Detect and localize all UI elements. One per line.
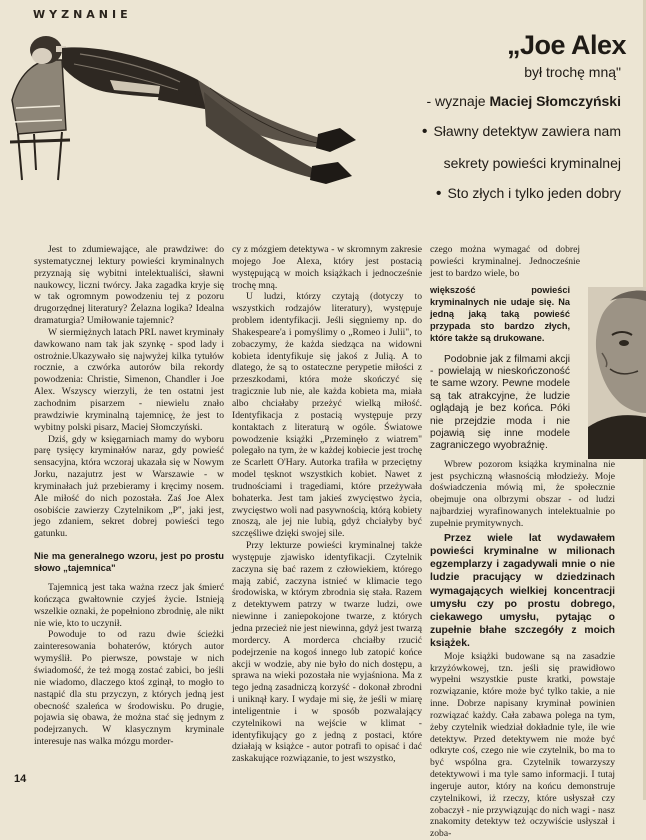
paragraph: Przy lekturze powieści kryminalnej także występuje zjawisko identyfikacji. Czytelnik zaczyna się bać razem z człowiekiem, którego mają zabić, zaczyna istnieć w klimacie tego środowiska, w którym zbrodnia się stała. Razem z detektywem patrzy w twarze ludzi, owe niewinne i zaniepokojone twarze, z których jedna przecież nie jest niewinna, gdyż jest twarzą mordercy. A morderca chciałby rzucić podejrzenie na kogoś innego lub zatopić końce akcji w wodzie, aby nie było do nich dostępu, a sprawa na wieki pozostała nie wyjaśniona. Ma z tego jedną zasadniczą korzyść - dokonał zbrodni i uniknął kary. I wydaje mi się, że jeśli w miarę inteligentnie i w sposób pozwalający czytelnikowi na wejście w klimat - identyfikujący go z jedną z postaci, które działają w książce - autor potrafi to opisać i dać zaskakujące rozwiązanie, to jest wszystko, [232, 540, 422, 765]
subtitle-line-2 [426, 93, 621, 109]
paragraph: Wbrew pozorom książka kryminalna nie jest psychiczną własnością młodzieży. Moje doświadczenia mówią mi, że społecznie obejmuje ona olbrzymi obszar - od ludzi najbardziej wyrafinowanych intelektualnie po zupełnie prymitywnych. [430, 458, 615, 529]
article-title: „Joe Alex [506, 30, 626, 60]
paragraph: Powoduje to od razu dwie ścieżki zainteresowania bohaterów, których autor wymyślił. Po pierwsze, powstaje w nich świadomość, że też mogą zostać zabici, bo jeśli nie wiadomo, dlaczego ktoś zginął, to mogło to nastąpić dla stu przyczyn, z których jedną jest obecność szaleńca w środowisku. Po drugie, pojawia się obawa, że można stać się jednym z podejrzanych. W klasycznym kryminale interesuje nas walka mózgu morder- [34, 629, 224, 748]
section-label: WYZNANIE [33, 8, 132, 21]
paragraph: Moje książki budowane są na zasadzie krzyżówkowej, tzn. jeśli się prawidłowo wypełni wszystkie puste kratki, powstaje rozwiązanie, które może być tylko takie, a nie inne. Dobrze napisany kryminał powinien rozwiązać każdy. Cała zabawa polega na tym, żeby czytelnik wiedział dokładnie tyle, ile wie detektyw. Przed detektywem nie może być odkryte coś, czego nie wie czytelnik, bo ma to być wspólna gra. Czytelnik towarzyszy detektywowi i ma tyle samo informacji. I tutaj ingeruje autor, który na końcu demonstruje czytelnikowi, iż rzeczy, które usłyszał czy zobaczył - nie przywiązując do nich wagi - nasz znakomity detektyw też oczywiście usłyszał i zoba- [430, 650, 615, 840]
subheading: Nie ma generalnego wzoru, jest po prostu słowo „tajemnica" [34, 550, 224, 574]
chair-icon [10, 60, 70, 180]
deck-line-2: sekrety powieści kryminalnej [443, 155, 621, 171]
paragraph: Tajemnicą jest taka ważna rzecz jak śmierć kończąca gwałtownie czyjeś życie. Istnieją wszelkie oznaki, że popełniono zbrodnię, ale nikt nie wie, kto to uczynił. [34, 582, 224, 629]
deck-bullet-1 [422, 123, 621, 141]
column-1 [34, 244, 224, 748]
subtitle-line-1: był trochę mną" [524, 64, 621, 80]
bullet-icon: • [421, 123, 428, 140]
sans-section [430, 354, 570, 453]
column-2 [232, 244, 422, 765]
deck-bullet-text: Sto złych i tylko jeden dobry [447, 185, 621, 201]
paragraph: Podobnie jak z filmami akcji - powielają w nieskończoność te same wzory. Pewne modele są tak atrakcyjne, że ludzie oglądają je bez końca. Póki nie przejdzie moda i nie pojawią się inne modele zagraniczego wyobraźnię. [430, 353, 570, 452]
paragraph: czego można wymagać od dobrej powieści kryminalnej. Jednocześnie jest to bardzo wiele, bo [430, 244, 580, 279]
paragraph: Dziś, gdy w księgarniach mamy do wyboru parę tysięcy kryminałów naraz, gdy powieść sensacyjna, która wczoraj ukazała się w Nowym Jorku, nazajutrz jest w Warszawie - w kryminałach już przebieramy i kręcimy nosem. Ale miłość do nich pozostała. Zaś Joe Alex osobiście zawierzy Czytelnikom „P", jaki jest, jego zdaniem, sekret dobrej powieści tego gatunku. [34, 433, 224, 540]
subtitle-prefix: - wyznaje [426, 93, 490, 109]
page-number: 14 [14, 773, 27, 785]
floating-man-illustration [10, 30, 395, 210]
paragraph: Jest to zdumiewające, ale prawdziwe: do systematycznej lektury powieści kryminalnych przyznają się wybitni intelektualiści, sławni naukowcy, liczni twórcy. Jaka zagadka kryje się w tak ogromnym powodzeniu tej z pozoru drugorzędnej literatury? Żelazna logika? Idealna dramaturgia? Umiłowanie tajemnic? [34, 244, 224, 327]
lead-paragraph: Przez wiele lat wydawałem powieści kryminalne w milionach egzemplarzy i zagadywali mnie o nie ludzie pracujący w dziedzinach wymagających wielkiej koncentracji umysłu czy po prostu dobrego, ciekawego umysłu, pytając o zupełnie błahe szczegóły z moich książek. [430, 532, 615, 650]
deck-bullet-2 [436, 185, 621, 203]
paragraph: U ludzi, którzy czytają (dotyczy to wszystkich rodzajów literatury), występuje problem identyfikacji. Jeśli sięgniemy np. do Shakespeare'a i pomyślimy o „Romeo i Julii", to zobaczymy, że każda siedząca na widowni kobieta identyfikuje się jakoś z Julią. A to dlatego, że są to ostateczne perypetie miłości z przeszkodami, która może skończyć się tragicznie lub nie, ale każda kobieta ma, miała albo chciałaby przeżyć wielką miłość. Identyfikacja z postacią występuje przy kontaktach z literaturą w ogóle. Światowe powodzenie książki „Przeminęło z wiatrem" polegało na tym, że w każdej kobiecie jest trochę ze Scarlett O'Hary. Autorka trafiła w przeciętny model tęsknot wszystkich kobiet. Nawet z trudnościami i tragediami, które przeżywała bohaterka. Jest tam jakieś zwycięstwo życia, zwycięstwo woli nad pasywnością, którą kobiety znoszą, ale jej nie lubią, gdyż chciałyby być szczęśliwe dzięki swojej sile. [232, 291, 422, 540]
pull-quote: większość powieści kryminalnych nie udaje się. Na jedną jaką taką powieść przypada sto bardzo złych, które także są drukowane. [430, 284, 570, 343]
author-name: Maciej Słomczyński [489, 93, 621, 109]
bullet-icon: • [435, 185, 442, 202]
author-photo [588, 287, 646, 459]
deck-bullet-text: Sławny detektyw zawiera nam [433, 123, 621, 139]
man-figure [30, 36, 356, 184]
paragraph: W siermiężnych latach PRL nawet kryminały dawkowano nam tak jak szynkę - spod lady i ostrożnie.Ukazywało się najwyżej kilka tytułów rocznie, a czwórka autorów bila rekordy powodzenia: Christie, Simenon, Chandler i Joe Alex. Wszyscy wierzyli, że ten ostatni jest zachodnim pisarzem - niewielu znało prawdziwie kryminalną tajemnicę, że jest to wybitny polski pisarz, Maciej Słomczyński. [34, 326, 224, 433]
paragraph: cy z mózgiem detektywa - w skromnym zakresie mojego Joe Alexa, który jest postacią występującą w moich książkach i jednocześnie trochę mną. [232, 244, 422, 291]
